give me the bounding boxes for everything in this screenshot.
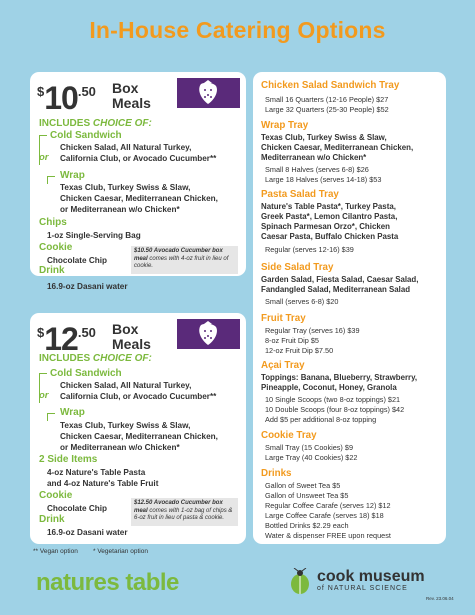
natures-table-logo xyxy=(36,569,179,597)
tray-option: Large 18 Halves (serves 14-18) $53 xyxy=(265,175,382,184)
tray-desc: Chicken Caesar, Mediterranean Chicken, xyxy=(261,143,414,152)
page-title: In-House Catering Options xyxy=(89,17,386,43)
box-meal-10-card xyxy=(30,72,246,276)
cold-sandwich-line-2: California Club, or Avocado Cucumber** xyxy=(60,154,217,163)
wrap-line-1: Texas Club, Turkey Swiss & Slaw, xyxy=(60,421,191,430)
wrap-line-1: Texas Club, Turkey Swiss & Slaw, xyxy=(60,183,191,192)
tray-option: Large 32 Quarters (25-30 People) $52 xyxy=(265,105,389,114)
wrap-label: Wrap xyxy=(60,170,85,181)
tray-option: Small (serves 6-8) $20 xyxy=(265,297,339,306)
tray-option: Large Tray (40 Cookies) $22 xyxy=(265,453,358,462)
cookie-tray-title: Cookie Tray xyxy=(261,430,317,441)
tray-desc: Greek Pasta*, Lemon Cilantro Pasta, xyxy=(261,212,398,221)
drinks-title: Drinks xyxy=(261,468,292,479)
tray-option: Regular Tray (serves 16) $39 xyxy=(265,326,360,335)
box-meals-label: Box Meals xyxy=(112,80,151,111)
box-meals-label: Box Meals xyxy=(112,321,151,352)
cold-sandwich-label: Cold Sandwich xyxy=(50,130,122,141)
bracket-line xyxy=(47,413,55,421)
cold-sandwich-line-2: California Club, or Avocado Cucumber** xyxy=(60,392,217,401)
tray-option: Regular (serves 12-16) $39 xyxy=(265,245,354,254)
tray-option: Bottled Drinks $2.29 each xyxy=(265,521,349,530)
tray-desc: Nature's Table Pasta*, Turkey Pasta, xyxy=(261,202,396,211)
price-whole: 12 xyxy=(44,321,78,357)
tray-option: Small 8 Halves (serves 6-8) $26 xyxy=(265,165,369,174)
fruit-tray-title: Fruit Tray xyxy=(261,313,306,324)
tray-option: 10 Single Scoops (two 8-oz toppings) $21 xyxy=(265,395,401,404)
tray-option: 10 Double Scoops (four 8-oz toppings) $42 xyxy=(265,405,405,414)
cold-sandwich-line-1: Chicken Salad, All Natural Turkey, xyxy=(60,381,192,390)
vegan-footnote: ** Vegan option xyxy=(33,548,78,555)
tray-desc: Mediterranean w/o Chicken* xyxy=(261,153,367,162)
tray-option: Gallon of Unsweet Tea $5 xyxy=(265,491,349,500)
or-label: or xyxy=(39,390,49,401)
chicken-salad-tray-title: Chicken Salad Sandwich Tray xyxy=(261,80,400,91)
or-label: or xyxy=(39,152,49,163)
wrap-line-3: or Mediterranean w/o Chicken* xyxy=(60,205,180,214)
wrap-tray-title: Wrap Tray xyxy=(261,120,309,131)
strawberry-box-icon xyxy=(177,78,240,108)
tray-option: Gallon of Sweet Tea $5 xyxy=(265,481,341,490)
includes-heading: INCLUDES CHOICE OF: xyxy=(39,118,152,129)
note-box: $12.50 Avocado Cucumber box meal comes with 1-oz bag of chips & 6-oz fruit in lieu of pasta & cookie. xyxy=(131,498,238,526)
cook-museum-text: cook museum xyxy=(317,568,425,585)
price-dollar: $ xyxy=(37,84,45,99)
beetle-icon xyxy=(287,568,313,596)
sides-label: 2 Side Items xyxy=(39,454,98,465)
tray-option: 8-oz Fruit Dip $5 xyxy=(265,336,319,345)
logo-text: natures table xyxy=(36,569,179,596)
revision-label: Rev. 23.06.04 xyxy=(426,596,454,601)
includes-heading: INCLUDES CHOICE OF: xyxy=(39,353,152,364)
sides-line-1: 4-oz Nature's Table Pasta xyxy=(47,468,146,477)
drink-item: 16.9-oz Dasani water xyxy=(47,282,128,291)
cookie-item: Chocolate Chip xyxy=(47,504,108,513)
drink-label: Drink xyxy=(39,265,65,276)
note-box: $10.50 Avocado Cucumber box meal comes with 4-oz fruit in lieu of cookie. xyxy=(131,246,238,274)
wrap-line-2: Chicken Caesar, Mediterranean Chicken, xyxy=(60,432,218,441)
tray-option: Add $5 per additional 8-oz topping xyxy=(265,415,377,424)
tray-option: 12-oz Fruit Dip $7.50 xyxy=(265,346,334,355)
tray-option: Regular Coffee Carafe (serves 12) $12 xyxy=(265,501,391,510)
tray-desc: Fandangled Salad, Mediterranean Salad xyxy=(261,285,411,294)
cookie-item: Chocolate Chip xyxy=(47,256,108,265)
tray-desc: Garden Salad, Fiesta Salad, Caesar Salad, xyxy=(261,275,419,284)
cold-sandwich-label: Cold Sandwich xyxy=(50,368,122,379)
price-cents: .50 xyxy=(77,84,96,99)
trays-card xyxy=(253,72,446,544)
strawberry-box-icon xyxy=(177,319,240,349)
side-salad-tray-title: Side Salad Tray xyxy=(261,262,334,273)
cookie-label: Cookie xyxy=(39,490,73,501)
wrap-line-2: Chicken Caesar, Mediterranean Chicken, xyxy=(60,194,218,203)
tray-desc: Pineapple, Coconut, Honey, Granola xyxy=(261,383,397,392)
tray-option: Water & dispenser FREE upon request xyxy=(265,531,391,540)
cold-sandwich-line-1: Chicken Salad, All Natural Turkey, xyxy=(60,143,192,152)
price-cents: .50 xyxy=(77,325,96,340)
wrap-line-3: or Mediterranean w/o Chicken* xyxy=(60,443,180,452)
cook-museum-logo xyxy=(287,568,425,601)
wrap-label: Wrap xyxy=(60,407,85,418)
box-meal-12-card xyxy=(30,313,246,544)
tray-desc: Spinach Parmesan Orzo*, Chicken xyxy=(261,222,390,231)
vegetarian-footnote: * Vegetarian option xyxy=(93,548,148,555)
tray-option: Small 16 Quarters (12-16 People) $27 xyxy=(265,95,389,104)
tray-desc: Toppings: Banana, Blueberry, Strawberry, xyxy=(261,373,418,382)
pasta-tray-title: Pasta Salad Tray xyxy=(261,189,339,200)
price-10 xyxy=(37,80,96,117)
tray-desc: Texas Club, Turkey Swiss & Slaw, xyxy=(261,133,387,142)
price-whole: 10 xyxy=(44,80,78,116)
acai-tray-title: Açai Tray xyxy=(261,360,305,371)
tray-option: Large Coffee Carafe (serves 18) $18 xyxy=(265,511,384,520)
sides-line-2: and 4-oz Nature's Table Fruit xyxy=(47,479,159,488)
price-dollar: $ xyxy=(37,325,45,340)
cook-museum-sub: of NATURAL SCIENCE xyxy=(317,585,408,592)
chips-item: 1-oz Single-Serving Bag xyxy=(47,231,141,240)
drink-item: 16.9-oz Dasani water xyxy=(47,528,128,537)
tray-desc: Caesar Pasta, Buffalo Chicken Pasta xyxy=(261,232,399,241)
bracket-line xyxy=(47,176,55,184)
drink-label: Drink xyxy=(39,514,65,525)
tray-option: Small Tray (15 Cookies) $9 xyxy=(265,443,354,452)
cookie-label: Cookie xyxy=(39,242,73,253)
chips-label: Chips xyxy=(39,217,67,228)
